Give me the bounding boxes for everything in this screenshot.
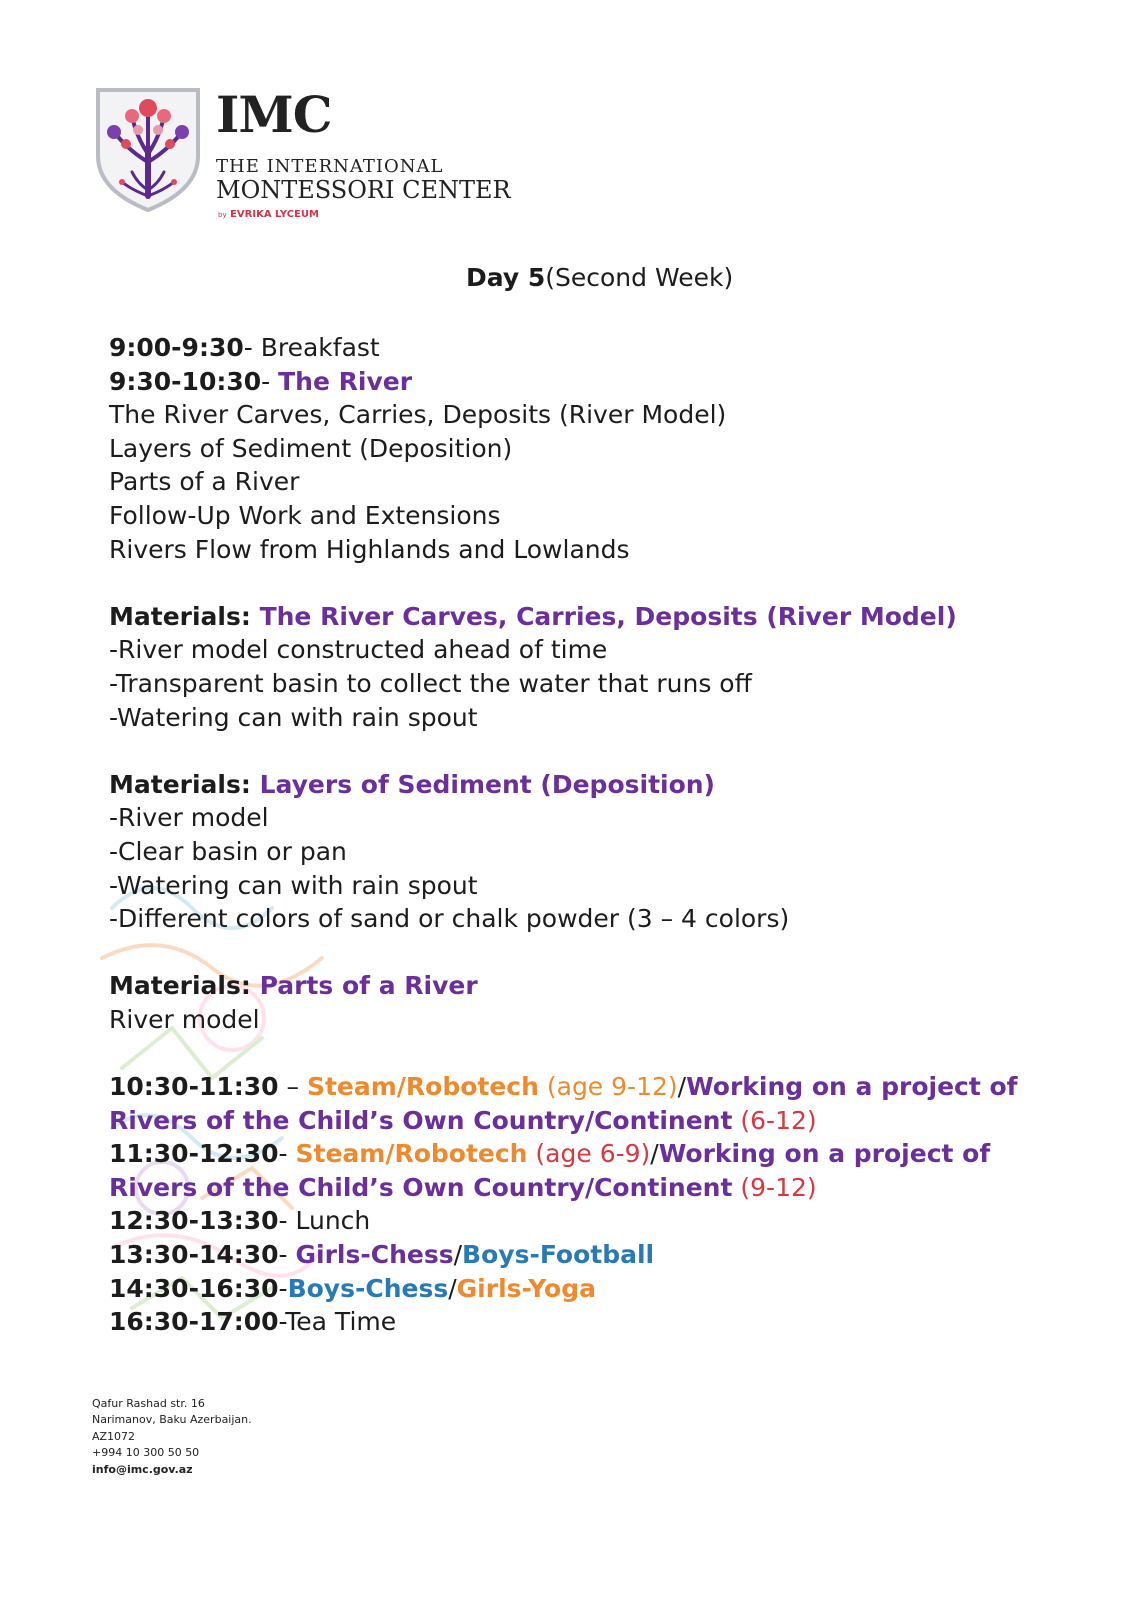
time-slot: 16:30-17:00 [109,1307,279,1337]
logo-line-2: MONTESSORI CENTER [216,176,511,204]
separator: - [278,1273,288,1303]
schedule-row [109,1305,1109,1339]
time-slot: 11:30-12:30 [109,1139,279,1169]
activity: Steam/Robotech [306,1072,539,1102]
schedule-row [109,365,1109,399]
day-label: Day 5 [466,263,546,292]
schedule-row [109,1238,1109,1272]
separator: - [261,366,279,396]
topic-item: Layers of Sediment (Deposition) [109,433,513,463]
activity: Boys-Chess [287,1273,449,1303]
project: Rivers of the Child’s Own Country/Continent [109,1105,733,1135]
material-item: -Watering can with rain spout [109,870,478,900]
separator: / [677,1072,687,1102]
activity: Lunch [295,1206,371,1236]
contact-footer [92,1396,252,1478]
age-range: (6-12) [732,1105,817,1135]
activity: Girls-Yoga [456,1273,596,1303]
tree-crest-logo-icon [92,86,204,214]
schedule-row-cont [109,1104,1109,1138]
separator: / [453,1240,463,1270]
materials-title: Parts of a River [259,971,478,1001]
logo-acronym: IMC [216,85,332,144]
separator: / [650,1139,659,1169]
age-range: (age 6-9) [527,1139,651,1169]
material-item: -River model constructed ahead of time [109,635,608,665]
time-slot: 14:30-16:30 [109,1273,279,1303]
separator: - [243,333,261,362]
week-label: (Second Week) [545,263,734,292]
project: Working on a project of [658,1139,991,1169]
age-range: (age 9-12) [538,1072,678,1102]
materials-heading [109,768,1109,802]
age-range: (9-12) [732,1172,817,1202]
topic-item: Follow-Up Work and Extensions [109,500,501,530]
material-item: -Different colors of sand or chalk powder (3 – 4 colors) [109,904,790,934]
schedule-row [109,1272,1109,1306]
project: Rivers of the Child’s Own Country/Continent [109,1172,733,1202]
topic-item: The River Carves, Carries, Deposits (River Model) [109,400,727,430]
time-slot: 10:30-11:30 [109,1072,279,1102]
time-slot: 12:30-13:30 [109,1206,279,1236]
materials-title: Layers of Sediment (Deposition) [259,769,715,799]
time-slot: 9:30-10:30 [109,366,262,396]
postal-code: AZ1072 [92,1429,136,1443]
project: Working on a project of [686,1072,1018,1102]
separator: - [278,1307,286,1337]
separator: – [278,1072,307,1102]
materials-label: Materials: [109,601,260,631]
materials-title: The River Carves, Carries, Deposits (River Model) [259,601,957,631]
materials-label: Materials: [109,769,260,799]
school-logo [92,86,572,226]
separator: - [278,1139,296,1169]
schedule-row [109,331,1109,365]
day-schedule [109,331,1109,1339]
phone-number: +994 10 300 50 50 [92,1446,200,1460]
schedule-row [109,1204,1109,1238]
material-item: -Clear basin or pan [109,836,347,866]
logo-by: by [218,211,227,219]
logo-subtitle [218,209,319,220]
separator: - [278,1206,296,1236]
page-title [466,263,733,292]
activity: The River [278,366,413,396]
topic-item: Parts of a River [109,467,300,497]
logo-sub: EVRIKA LYCEUM [230,209,319,220]
topic-item: Rivers Flow from Highlands and Lowlands [109,534,630,564]
activity: Boys-Football [462,1240,655,1270]
address-line: Narimanov, Baku Azerbaijan. [92,1413,252,1427]
materials-heading [109,969,1109,1003]
schedule-row [109,1070,1109,1104]
email-link[interactable]: info@imc.gov.az [92,1462,193,1476]
schedule-row-cont [109,1171,1109,1205]
material-item: River model [109,1004,260,1034]
activity: Girls-Chess [295,1240,454,1270]
materials-heading [109,600,1109,634]
activity: Steam/Robotech [295,1139,528,1169]
material-item: -River model [109,803,269,833]
material-item: -Transparent basin to collect the water that runs off [109,668,752,698]
activity: Breakfast [260,333,380,362]
schedule-row [109,1137,1109,1171]
address-line: Qafur Rashad str. 16 [92,1397,205,1410]
time-slot: 9:00-9:30 [109,333,244,362]
time-slot: 13:30-14:30 [109,1240,279,1270]
logo-line-1: THE INTERNATIONAL [216,156,444,177]
material-item: -Watering can with rain spout [109,702,478,732]
separator: / [448,1273,457,1303]
materials-label: Materials: [109,971,260,1001]
activity: Tea Time [285,1307,397,1337]
separator: - [278,1240,296,1270]
